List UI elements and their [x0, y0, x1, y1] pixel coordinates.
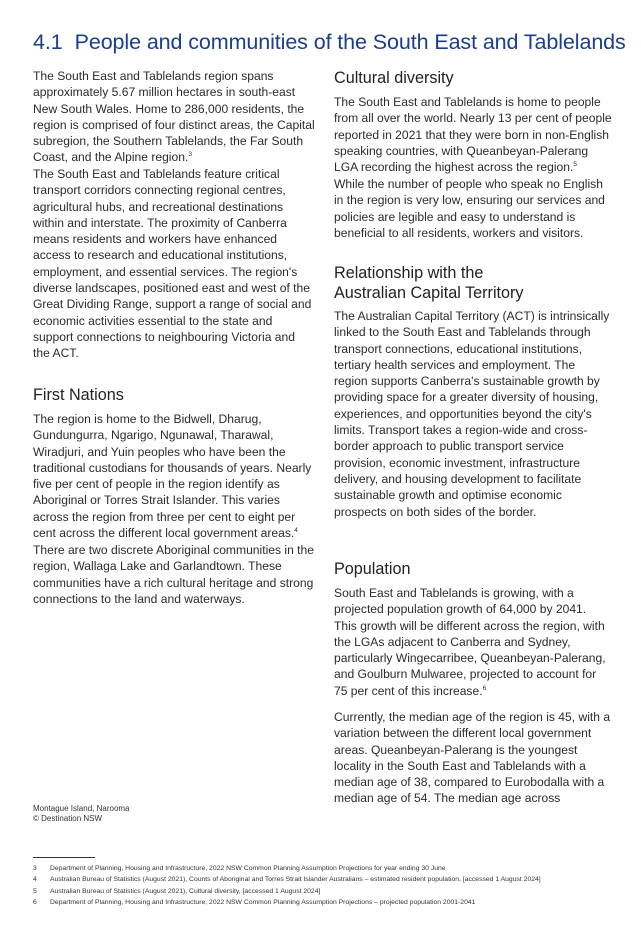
page-title: [33, 30, 633, 55]
footnote-number: 4: [33, 876, 37, 884]
footnote-ref-5[interactable]: 5: [573, 161, 577, 169]
footnote-number: 3: [33, 865, 37, 872]
cultural-diversity-paragraph-1: The South East and Tablelands is home to people from all over the world. Nearly 13 per cent of people reported in 2021 that they were born in non-English speaking countries, with Queanbeyan-Palerang LGA recording the highest across the region.$^5$: [334, 95, 612, 175]
act-relationship-paragraph: The Australian Capital Territory (ACT) is intrinsically linked to the South East and Tablelands through transport connections, educational institutions, tertiary health services and employment. The region supports Canberra's sustainable growth by providing space for a greater diversity of housing, experiences, and opportunities beyond the city's limits. Transport takes a region-wide and cross-border approach to public transport service provision, economic investment, infrastructure delivery, and housing development to facilitate sustainable growth and optimise economic prospects on both sides of the border.: [334, 309, 610, 519]
first-nations-paragraph-1: The region is home to the Bidwell, Dharug, Gundungurra, Ngarigo, Ngunawal, Tharawal, Wiradjuri, and Yuin peoples who have been the traditional custodians for thousands of years. Nearly five per cent of people in the region identify as Aboriginal or Torres Strait Islander. This varies across the region from three per cent to eight per cent across the different local government areas.$^4$: [33, 412, 312, 541]
intro-paragraph-2: The South East and Tablelands feature critical transport corridors connecting regional centres, agricultural hubs, and recreational destinations within and interstate. The proximity of Canberra means residents and workers have enhanced access to research and educational institutions, employment, and essential services. The region's diverse landscapes, positioned east and west of the Great Dividing Range, support a range of social and economic activities essential to the state and support connections to neighbouring Victoria and the ACT.: [33, 167, 312, 361]
act-relationship-heading: Relationship with the Australian Capital Territory: [334, 264, 524, 302]
section-number: 4.1: [33, 30, 63, 54]
footnote-text: Australian Bureau of Statistics (August 2021), Cultural diversity, [accessed 1 August 2024]: [50, 887, 321, 895]
cultural-diversity-paragraph-2: While the number of people who speak no English in the region is very low, ensuring our services and policies are legible and easy to understand is beneficial to all residents, workers and visitors.: [334, 177, 605, 240]
population-paragraph-1: South East and Tablelands is growing, with a projected population growth of 64,000 by 2041. This growth will be different across the region, with the LGAs adjacent to Canberra and Sydney, particularly Wingecarribee, Queanbeyan-Palerang, and Goulburn Mulwaree, projected to account for 75 per cent of this increase.$^6$: [334, 586, 606, 698]
footnote-ref-6[interactable]: 6: [482, 684, 487, 692]
footnote-text: Department of Planning, Housing and Infrastructure, 2022 NSW Common Planning Assumption Projections – projected population 2001-2041: [50, 899, 476, 907]
first-nations-paragraph-2: There are two discrete Aboriginal communities in the region, Wallaga Lake and Garlandtown. These communities have a rich cultural heritage and strong connections to the land and waterways.: [33, 543, 314, 606]
footnote-divider: [33, 857, 95, 858]
footnote-text: Australian Bureau of Statistics (August 2021), Counts of Aboriginal and Torres Strait Islander Australians – estimated resident population, [accessed 1 August 2024]: [50, 876, 541, 884]
footnote-6: [33, 898, 613, 907]
footnote-ref-4[interactable]: 4: [294, 527, 298, 535]
footnote-4: [33, 875, 613, 884]
footnote-number: 6: [33, 899, 37, 907]
cultural-diversity-heading: Cultural diversity: [334, 69, 454, 87]
population-paragraph-2: Currently, the median age of the region is 45, with a variation between the different local government areas. Queanbeyan-Palerang is the youngest locality in the South East and Tablelands with a median age of 38, compared to Eurobodalla with a median age of 54. The median age across: [334, 710, 611, 806]
photo-caption: [33, 804, 130, 824]
population-heading: Population: [334, 560, 411, 578]
footnote-number: 5: [33, 887, 37, 895]
first-nations-heading: First Nations: [33, 386, 124, 404]
footnotes: [33, 864, 613, 910]
footnote-text: Department of Planning, Housing and Infrastructure, 2022 NSW Common Planning Assumption Projections for year ending 30 June: [50, 865, 446, 872]
footnote-ref-3[interactable]: 3: [188, 151, 192, 159]
footnote-5: [33, 887, 613, 896]
photo-caption-credit: © Destination NSW: [33, 814, 103, 823]
footnote-3: [33, 864, 613, 873]
section-title: People and communities of the South East and Tablelands: [74, 30, 626, 54]
photo-caption-location: Montague Island, Narooma: [33, 804, 130, 813]
intro-paragraph-1: The South East and Tablelands region spans approximately 5.67 million hectares in south-east New South Wales. Home to 286,000 residents, the region is comprised of four distinct areas, the Capital subregion, the Southern Tablelands, the Far South Coast, and the Alpine region.$^3$: [33, 69, 315, 165]
